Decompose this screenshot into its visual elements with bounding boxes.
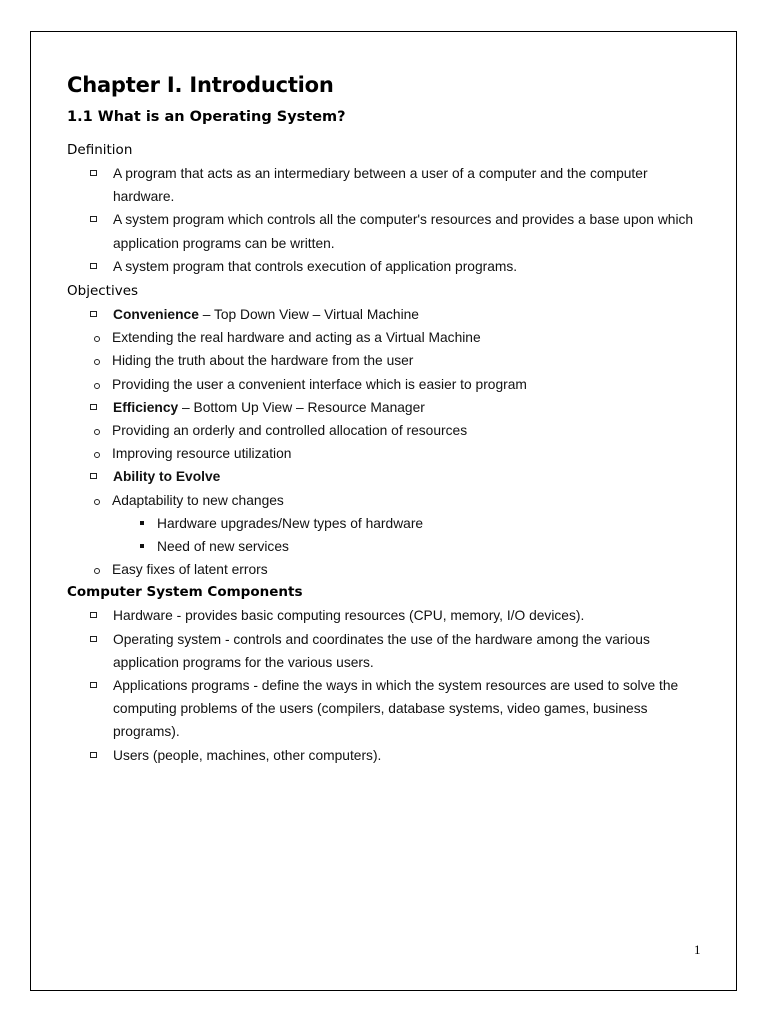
page-content [67,68,707,767]
list-item: Improving resource utilization [67,442,707,465]
list-item: Easy fixes of latent errors [67,558,707,581]
objective-term: Convenience [113,307,199,323]
page-number: 1 [694,942,701,957]
efficiency-sublist [67,419,707,465]
objective-desc: – Bottom Up View – Resource Manager [178,399,425,415]
list-item: A system program that controls execution of application programs. [67,255,707,278]
list-item: Hardware - provides basic computing resources (CPU, memory, I/O devices). [67,604,707,627]
components-heading: Computer System Components [67,584,303,601]
adaptability-sublist [67,512,707,558]
objective-convenience [67,303,707,326]
list-item: Providing an orderly and controlled allocation of resources [67,419,707,442]
objective-evolve [67,465,707,488]
list-item: Hardware upgrades/New types of hardware [67,512,707,535]
square-bullet-icon [90,170,97,176]
list-item: Adaptability to new changes [67,489,707,512]
document-page [30,31,737,991]
list-item: Hiding the truth about the hardware from the user [67,349,707,372]
square-bullet-icon [90,216,97,222]
square-bullet-icon [90,752,97,758]
definition-list [67,162,707,278]
circle-bullet-icon [94,452,100,458]
circle-bullet-icon [94,359,100,365]
objective-efficiency [67,396,707,419]
square-bullet-icon [90,311,97,317]
list-item: Operating system - controls and coordinates the use of the hardware among the various application programs for the various users. [67,628,707,674]
square-bullet-icon [90,636,97,642]
circle-bullet-icon [94,336,100,342]
objectives-list [67,303,707,326]
square-bullet-icon [90,473,97,479]
objectives-heading: Objectives [67,283,139,300]
square-bullet-icon [90,263,97,269]
square-bullet-icon [90,404,97,410]
list-item: Users (people, machines, other computers). [67,744,707,767]
circle-bullet-icon [94,499,100,505]
filled-square-bullet-icon [140,544,144,548]
list-item: Extending the real hardware and acting as a Virtual Machine [67,326,707,349]
circle-bullet-icon [94,429,100,435]
square-bullet-icon [90,682,97,688]
chapter-title: Chapter I. Introduction [67,73,334,97]
square-bullet-icon [90,612,97,618]
objective-desc: – Top Down View – Virtual Machine [198,307,419,323]
section-title: 1.1 What is an Operating System? [67,109,346,125]
evolve-sublist [67,489,707,512]
convenience-sublist [67,326,707,396]
list-item: Applications programs - define the ways in which the system resources are used to solve the computing problems of the users (compilers, database systems, video games, business programs). [67,674,707,744]
list-item: A system program which controls all the computer's resources and provides a base upon which application programs can be written. [67,208,707,254]
circle-bullet-icon [94,568,100,574]
objective-term: Efficiency [113,399,179,415]
components-list [67,604,707,766]
objective-term: Ability to Evolve [113,469,221,485]
filled-square-bullet-icon [140,521,144,525]
circle-bullet-icon [94,383,100,389]
definition-heading: Definition [67,142,133,158]
list-item: A program that acts as an intermediary between a user of a computer and the computer hardware. [67,162,707,208]
list-item: Need of new services [67,535,707,558]
list-item: Providing the user a convenient interface which is easier to program [67,373,707,396]
